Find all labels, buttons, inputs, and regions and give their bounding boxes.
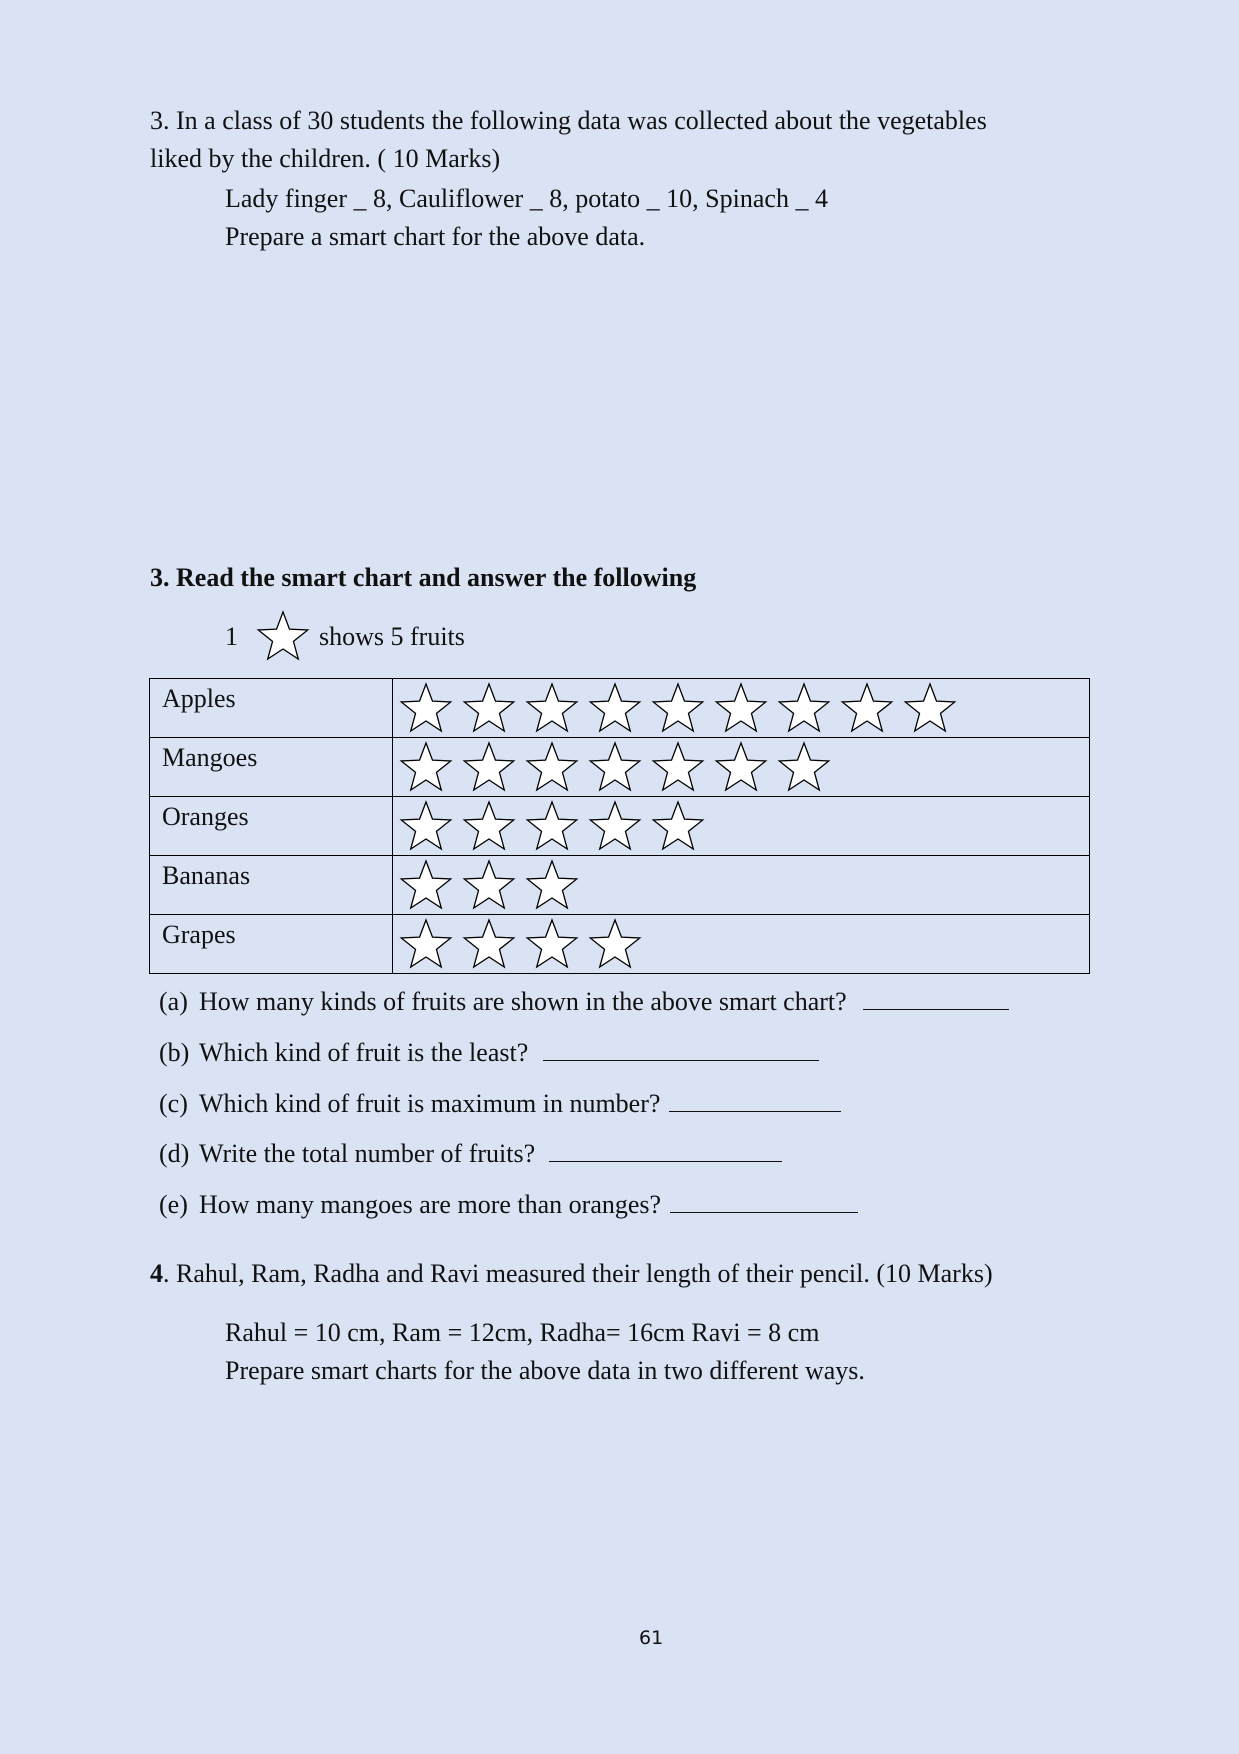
fruit-label: Mangoes (150, 738, 393, 797)
question-mark: (e) (159, 1190, 188, 1219)
star-cell (393, 797, 1090, 856)
fruit-label: Apples (150, 679, 393, 738)
star-icon (525, 800, 579, 852)
table-row (150, 915, 1090, 974)
star-icon (588, 741, 642, 793)
q4-number: 4 (150, 1259, 163, 1288)
legend-count: 1 (225, 622, 238, 651)
answer-blank[interactable] (863, 985, 1009, 1010)
table-row (150, 797, 1090, 856)
question-text: Which kind of fruit is the least? (199, 1038, 529, 1067)
question-mark: (c) (159, 1089, 188, 1118)
fruit-label: Grapes (150, 915, 393, 974)
q3a-line2: liked by the children. ( 10 Marks) (150, 144, 501, 173)
star-cell (393, 679, 1090, 738)
star-icon (462, 800, 516, 852)
answer-blank[interactable] (670, 1188, 858, 1213)
star-icon (588, 918, 642, 970)
q4-line (150, 1259, 993, 1289)
question-text: How many kinds of fruits are shown in the above smart chart? (199, 987, 847, 1016)
star-icon (651, 800, 705, 852)
star-icon (588, 800, 642, 852)
star-icon (399, 859, 453, 911)
question-d (159, 1137, 782, 1169)
question-b (159, 1036, 819, 1068)
table-row (150, 738, 1090, 797)
question-text: Write the total number of fruits? (199, 1139, 536, 1168)
star-icon (840, 682, 894, 734)
question-e (159, 1188, 858, 1220)
q3a-line1: 3. In a class of 30 students the following data was collected about the vegetables (150, 106, 987, 135)
star-icon (399, 918, 453, 970)
q3a-instruction: Prepare a smart chart for the above data. (225, 222, 646, 251)
fruit-label: Bananas (150, 856, 393, 915)
star-cell (393, 915, 1090, 974)
question-mark: (b) (159, 1038, 190, 1067)
star-icon (651, 682, 705, 734)
q3b-heading: 3. Read the smart chart and answer the following (150, 563, 697, 592)
question-text: How many mangoes are more than oranges? (199, 1190, 662, 1219)
star-icon (714, 682, 768, 734)
page-number: 61 (639, 1627, 664, 1649)
star-icon (714, 741, 768, 793)
star-icon (462, 682, 516, 734)
answer-blank[interactable] (543, 1036, 819, 1061)
answer-blank[interactable] (669, 1087, 841, 1112)
star-icon (399, 741, 453, 793)
star-icon (651, 741, 705, 793)
star-icon (525, 682, 579, 734)
star-icon (777, 741, 831, 793)
legend-text: shows 5 fruits (319, 622, 465, 651)
smart-chart-table (149, 678, 1090, 974)
table-row (150, 679, 1090, 738)
question-mark: (d) (159, 1139, 190, 1168)
star-icon (462, 741, 516, 793)
fruit-label: Oranges (150, 797, 393, 856)
question-mark: (a) (159, 987, 188, 1016)
star-icon (399, 682, 453, 734)
q4-text: . Rahul, Ram, Radha and Ravi measured their length of their pencil. (10 Marks) (163, 1259, 993, 1288)
q4-data: Rahul = 10 cm, Ram = 12cm, Radha= 16cm Ravi = 8 cm (225, 1318, 820, 1347)
question-c (159, 1087, 841, 1119)
answer-blank[interactable] (549, 1137, 782, 1162)
star-icon (462, 859, 516, 911)
star-icon (588, 682, 642, 734)
star-icon (255, 610, 311, 662)
star-icon (525, 741, 579, 793)
star-icon (399, 800, 453, 852)
star-cell (393, 856, 1090, 915)
star-icon (777, 682, 831, 734)
star-icon (462, 918, 516, 970)
star-cell (393, 738, 1090, 797)
q4-instruction: Prepare smart charts for the above data in two different ways. (225, 1356, 865, 1385)
question-a (159, 985, 1009, 1017)
star-icon (903, 682, 957, 734)
question-text: Which kind of fruit is maximum in number? (199, 1089, 661, 1118)
star-icon (525, 918, 579, 970)
star-icon (525, 859, 579, 911)
table-row (150, 856, 1090, 915)
q3a-data: Lady finger _ 8, Cauliflower _ 8, potato _ 10, Spinach _ 4 (225, 184, 828, 213)
